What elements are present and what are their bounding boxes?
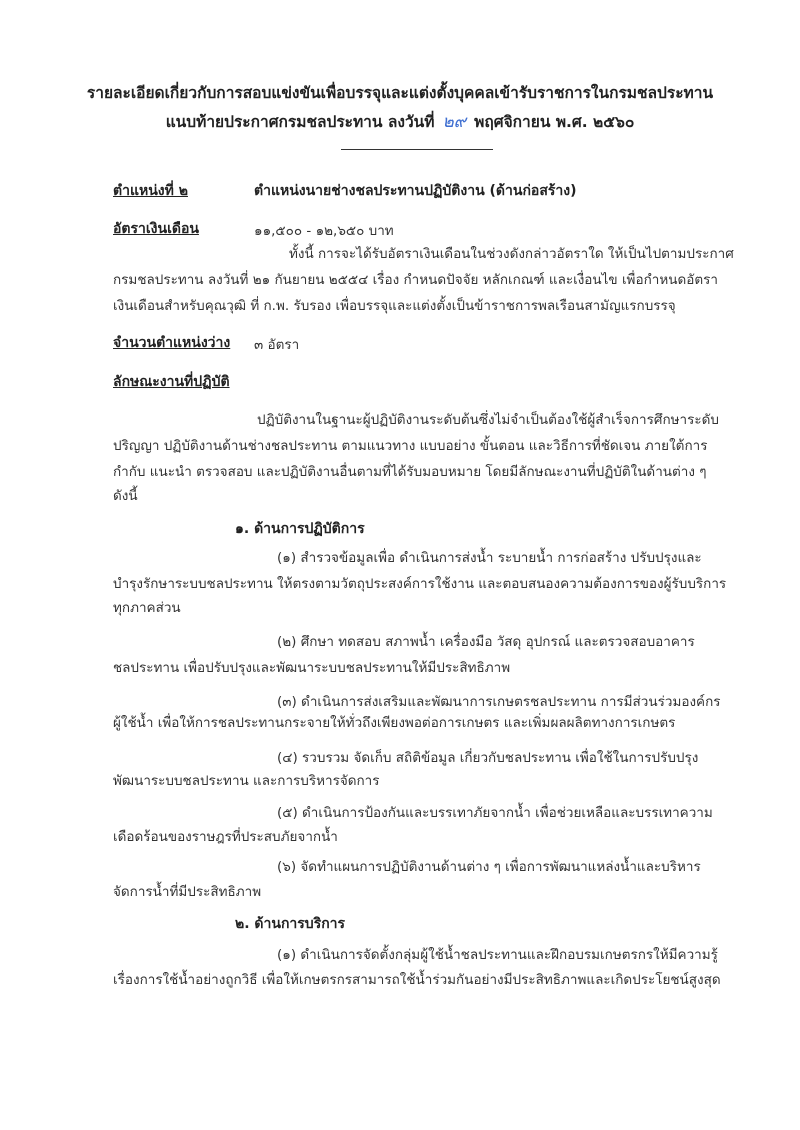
section1-item6-line2: จัดการน้ำที่มีประสิทธิภาพ: [113, 884, 262, 900]
vacancies-value: ๓ อัตรา: [254, 337, 300, 353]
section1-item4-line1: (๔) รวบรวม จัดเก็บ สถิติข้อมูล เกี่ยวกับชลประทาน เพื่อใช้ในการปรับปรุง: [277, 750, 699, 766]
position-value: ตำแหน่งนายช่างชลประทานปฏิบัติงาน (ด้านก่อสร้าง): [254, 183, 577, 199]
salary-note-line3: เงินเดือนสำหรับคุณวุฒิ ที่ ก.พ. รับรอง เพื่อบรรจุและแต่งตั้งเป็นข้าราชการพลเรือนสามัญแรกบรรจุ: [113, 298, 676, 314]
section-services-heading: ๒. ด้านการบริการ: [235, 916, 346, 932]
section1-item6-line1: (๖) จัดทำแผนการปฏิบัติงานด้านต่าง ๆ เพื่อการพัฒนาแหล่งน้ำและบริหาร: [277, 859, 701, 875]
job-intro-line1: ปฏิบัติงานในฐานะผู้ปฏิบัติงานระดับต้นซึ่งไม่จำเป็นต้องใช้ผู้สำเร็จการศึกษาระดับ: [257, 412, 719, 428]
salary-label: อัตราเงินเดือน: [113, 221, 199, 237]
document-title-line2: [0, 108, 800, 135]
section2-item1-line2: เรื่องการใช้น้ำอย่างถูกวิธี เพื่อให้เกษตรกรสามารถใช้น้ำร่วมกันอย่างมีประสิทธิภาพและเกิดประโยชน์สูงสุด: [113, 972, 721, 988]
section2-item1-line1: (๑) ดำเนินการจัดตั้งกลุ่มผู้ใช้น้ำชลประทานและฝึกอบรมเกษตรกรให้มีความรู้: [277, 947, 718, 963]
section-operations-heading: ๑. ด้านการปฏิบัติการ: [235, 521, 365, 537]
job-intro-line3: กำกับ แนะนำ ตรวจสอบ และปฏิบัติงานอื่นตามที่ได้รับมอบหมาย โดยมีลักษณะงานที่ปฏิบัติในด้านต่าง ๆ: [113, 464, 707, 480]
salary-note-line2: กรมชลประทาน ลงวันที่ ๒๑ กันยายน ๒๕๕๔ เรื่อง กำหนดปัจจัย หลักเกณฑ์ และเงื่อนไข เพื่อกำหนดอัตรา: [113, 272, 718, 288]
section1-item2-line1: (๒) ศึกษา ทดสอบ สภาพน้ำ เครื่องมือ วัสดุ อุปกรณ์ และตรวจสอบอาคาร: [277, 634, 695, 650]
position-label: ตำแหน่งที่ ๒: [113, 183, 188, 199]
salary-value: ๑๑,๕๐๐ - ๑๒,๖๕๐ บาท: [254, 223, 394, 239]
title-line2-prefix: แนบท้ายประกาศกรมชลประทาน ลงวันที่: [165, 113, 435, 131]
section1-item2-line2: ชลประทาน เพื่อปรับปรุงและพัฒนาระบบชลประทานให้มีประสิทธิภาพ: [113, 660, 511, 676]
salary-note-line1: ทั้งนี้ การจะได้รับอัตราเงินเดือนในช่วงดังกล่าวอัตราใด ให้เป็นไปตามประกาศ: [289, 246, 734, 262]
section1-item3-line1: (๓) ดำเนินการส่งเสริมและพัฒนาการเกษตรชลประทาน การมีส่วนร่วมองค์กร: [277, 694, 721, 710]
section1-item3-line2: ผู้ใช้น้ำ เพื่อให้การชลประทานกระจายให้ทั่วถึงเพียงพอต่อการเกษตร และเพิ่มผลผลิตทางการเกษตร: [113, 715, 676, 731]
section1-item1-line2: บำรุงรักษาระบบชลประทาน ให้ตรงตามวัตถุประสงค์การใช้งาน และตอบสนองความต้องการของผู้รับบริการ: [113, 576, 727, 592]
handwritten-day: ๒๙: [442, 112, 467, 132]
vacancies-label: จำนวนตำแหน่งว่าง: [113, 335, 231, 351]
job-description-label: ลักษณะงานที่ปฏิบัติ: [113, 374, 230, 390]
section1-item5-line2: เดือดร้อนของราษฎรที่ประสบภัยจากน้ำ: [113, 829, 338, 845]
section1-item5-line1: (๕) ดำเนินการป้องกันและบรรเทาภัยจากน้ำ เพื่อช่วยเหลือและบรรเทาความ: [277, 805, 713, 821]
section1-item1-line1: (๑) สำรวจข้อมูลเพื่อ ดำเนินการส่งน้ำ ระบายน้ำ การก่อสร้าง ปรับปรุงและ: [277, 550, 702, 566]
job-intro-line2: ปริญญา ปฏิบัติงานด้านช่างชลประทาน ตามแนวทาง แบบอย่าง ขั้นตอน และวิธีการที่ชัดเจน ภายใต้การ: [113, 438, 708, 454]
title-divider: [341, 149, 493, 150]
section1-item1-line3: ทุกภาคส่วน: [113, 600, 181, 616]
job-intro-line4: ดังนี้: [113, 488, 138, 504]
title-line2-suffix: พฤศจิกายน พ.ศ. ๒๕๖๐: [474, 113, 635, 131]
document-title-line1: รายละเอียดเกี่ยวกับการสอบแข่งขันเพื่อบรรจุและแต่งตั้งบุคคลเข้ารับราชการในกรมชลประทาน: [86, 84, 714, 102]
section1-item4-line2: พัฒนาระบบชลประทาน และการบริหารจัดการ: [113, 773, 380, 789]
